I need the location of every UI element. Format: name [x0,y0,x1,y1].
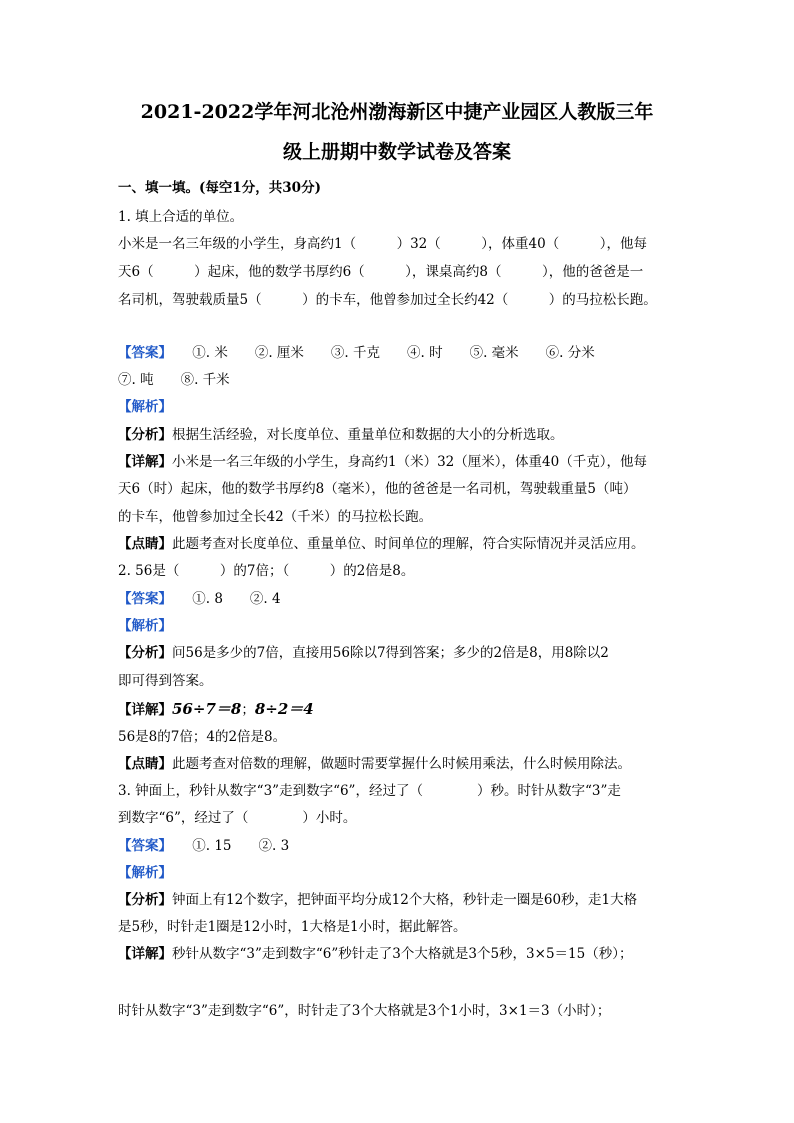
q2-answer [118,589,281,609]
q1-comment-text: 此题考查对长度单位、重量单位、时间单位的理解，符合实际情况并灵活应用。 [172,536,645,552]
q1-comment [118,534,645,554]
comment-tag: 【点睛】 [118,536,172,552]
q3-answer-text: ①. 15 ②. 3 [165,838,290,854]
q1-fenxi-text: 根据生活经验，对长度单位、重量单位和数据的大小的分析选取。 [172,427,564,443]
q2-analysis-tag: 【解析】 [118,618,172,634]
q2-comment-text: 此题考查对倍数的理解，做题时需要掌握什么时候用乘法，什么时候用除法。 [172,756,631,772]
q1-detail-line1: 小米是一名三年级的小学生，身高约1（米）32（厘米），体重40（千克），他每 [172,454,647,470]
q3-fenxi-line1: 钟面上有12个数字，把钟面平均分成12个大格，秒针走一圈是60秒，走1大格 [172,892,638,908]
comment-tag: 【点睛】 [118,756,172,772]
q1-detail-line2: 天6（时）起床，他的数学书厚约8（毫米），他的爸爸是一名司机，驾驶载重量5（吨） [118,481,637,497]
q1-text-line2: 天6（ ）起床，他的数学书厚约6（ ），课桌高约8（ ），他的爸爸是一 [118,264,644,280]
q1-fenxi [118,425,564,445]
q2-detail-math2: 8÷2＝4 [254,700,314,718]
q2-fenxi [118,643,609,663]
q1-analysis-tag: 【解析】 [118,399,172,415]
document-title-line2: 级上册期中数学试卷及答案 [282,141,511,163]
q1-detail-line3: 的卡车，他曾参加过全长42（千米）的马拉松长跑。 [118,509,433,525]
q3-fenxi [118,890,637,910]
q3-answer [118,836,289,856]
q1-text-line1: 小米是一名三年级的小学生，身高约1（ ）32（ ），体重40（ ），他每 [118,236,647,252]
q2-detail-sep: ； [241,702,255,718]
q2-answer-text: ①. 8 ②. 4 [165,591,281,607]
section-heading: 一、填一填。(每空1分，共30分) [118,180,321,196]
q1-detail [118,452,647,472]
document-title-line1: 2021-2022学年河北沧州渤海新区中捷产业园区人教版三年 [140,101,654,123]
q2-fenxi-line1: 问56是多少的7倍，直接用56除以7得到答案；多少的2倍是8，用8除以2 [172,645,609,661]
q2-detail-math1: 56÷7＝8 [172,700,242,718]
detail-tag: 【详解】 [118,454,172,470]
answer-tag: 【答案】 [118,591,166,607]
q1-answer-line1: ①. 米 ②. 厘米 ③. 千克 ④. 时 ⑤. 毫米 ⑥. 分米 [165,345,595,361]
answer-tag: 【答案】 [118,345,166,361]
fenxi-tag: 【分析】 [118,892,172,908]
q3-detail-line1: 秒针从数字“3”走到数字“6”秒针走了3个大格就是3个5秒，3×5＝15（秒）； [172,946,633,962]
q3-stem-line2: 到数字“6”，经过了（ ）小时。 [118,810,357,826]
q1-stem: 1. 填上合适的单位。 [118,209,244,225]
q1-answer [118,343,595,363]
q3-fenxi-line2: 是5秒，时针走1圈是12小时，1大格是1小时，据此解答。 [118,919,467,935]
q3-detail-line2: 时针从数字“3”走到数字“6”，时针走了3个大格就是3个1小时，3×1＝3（小时）； [118,1003,611,1019]
q3-stem-line1: 3. 钟面上，秒针从数字“3”走到数字“6”，经过了（ ）秒。时针从数字“3”走 [118,783,621,799]
q3-detail [118,944,632,964]
detail-tag: 【详解】 [118,946,172,962]
q3-analysis-tag: 【解析】 [118,865,172,881]
fenxi-tag: 【分析】 [118,427,172,443]
q2-fenxi-line2: 即可得到答案。 [118,673,213,689]
detail-tag: 【详解】 [118,702,172,718]
fenxi-tag: 【分析】 [118,645,172,661]
q1-text-line3: 名司机，驾驶载质量5（ ）的卡车，他曾参加过全长约42（ ）的马拉松长跑。 [118,292,657,308]
answer-tag: 【答案】 [118,838,166,854]
q2-stem: 2. 56是（ ）的7倍；（ ）的2倍是8。 [118,563,415,579]
q2-detail-line2: 56是8的7倍；4的2倍是8。 [118,729,287,745]
q1-answer-line2: ⑦. 吨 ⑧. 千米 [118,372,230,388]
q2-detail [118,699,314,720]
q2-comment [118,754,631,774]
